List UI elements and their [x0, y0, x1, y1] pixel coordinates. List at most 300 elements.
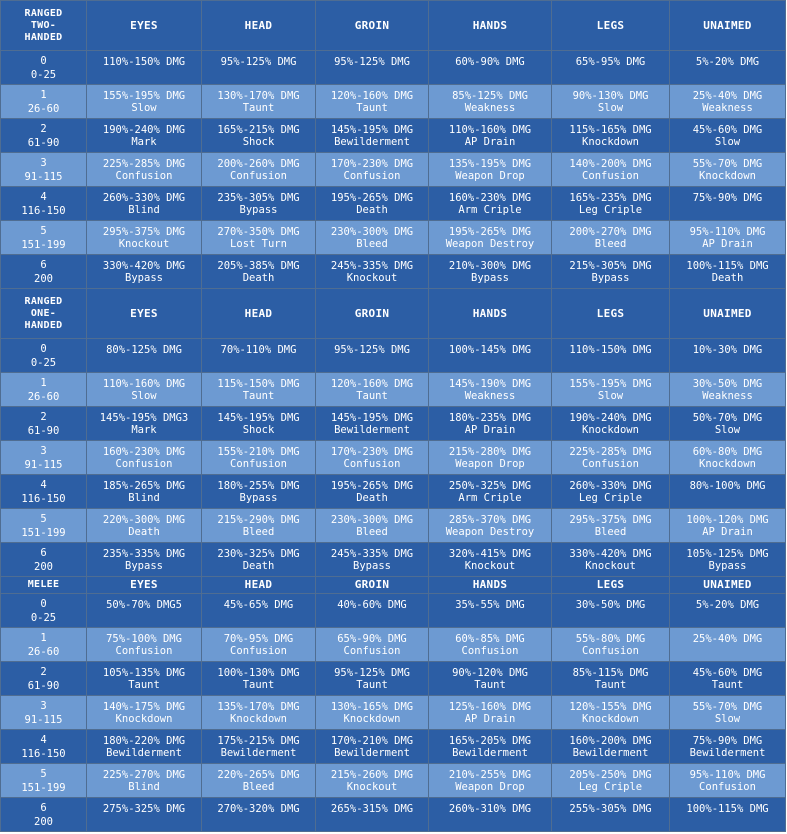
damage-cell — [87, 119, 202, 153]
status-effect: Leg Criple — [578, 491, 643, 504]
damage-range: 200%-260% DMG — [217, 157, 300, 170]
table-row — [1, 187, 786, 221]
column-header: GROIN — [316, 289, 429, 339]
damage-cell — [87, 187, 202, 221]
status-effect — [87, 611, 201, 623]
table-row — [1, 628, 786, 662]
status-effect: Arm Criple — [458, 203, 522, 216]
column-header: EYES — [87, 577, 202, 594]
status-effect: Leg Criple — [578, 780, 643, 793]
status-effect: Knockout — [464, 559, 516, 572]
status-effect — [316, 611, 428, 623]
damage-range: 255%-305% DMG — [569, 802, 652, 815]
level-number: 4 — [40, 478, 47, 491]
table-row — [1, 509, 786, 543]
damage-range: 90%-130% DMG — [572, 89, 649, 102]
damage-range: 145%-195% DMG — [330, 123, 414, 136]
status-effect: Weakness — [702, 389, 753, 402]
damage-range: 330%-420% DMG — [569, 547, 652, 560]
status-effect: Bypass — [591, 271, 630, 284]
column-header: UNAIMED — [670, 577, 786, 594]
status-effect: Knockout — [346, 780, 398, 793]
damage-cell — [202, 730, 316, 764]
table-row — [1, 730, 786, 764]
damage-range: 145%-195% DMG3 — [99, 411, 189, 424]
damage-range: 205%-385% DMG — [217, 259, 300, 272]
damage-range: 95%-125% DMG — [220, 55, 297, 68]
damage-range: 65%-95% DMG — [575, 55, 646, 68]
damage-range: 260%-310% DMG — [448, 802, 532, 815]
table-row — [1, 696, 786, 730]
damage-cell — [670, 509, 786, 543]
damage-cell — [552, 662, 670, 696]
level-cell — [1, 475, 87, 509]
status-effect: Bewilderment — [106, 746, 182, 759]
damage-cell — [429, 187, 552, 221]
damage-range: 95%-125% DMG — [334, 343, 410, 356]
status-effect: Knockdown — [699, 169, 756, 182]
damage-cell — [670, 187, 786, 221]
damage-cell — [552, 764, 670, 798]
damage-range: 155%-195% DMG — [569, 377, 652, 390]
status-effect: Confusion — [115, 457, 173, 470]
damage-table-body — [1, 1, 786, 832]
damage-cell — [87, 475, 202, 509]
damage-cell — [316, 153, 429, 187]
status-effect: Blind — [128, 203, 160, 216]
damage-range: 185%-265% DMG — [102, 479, 186, 492]
damage-range: 225%-270% DMG — [102, 768, 186, 781]
status-effect: Bypass — [353, 559, 391, 572]
status-effect: Bewilderment — [220, 746, 297, 759]
damage-range: 260%-330% DMG — [102, 191, 186, 204]
status-effect: Taunt — [356, 389, 388, 402]
damage-cell — [552, 509, 670, 543]
damage-cell — [429, 730, 552, 764]
column-header: EYES — [87, 1, 202, 51]
status-effect: Leg Criple — [578, 203, 643, 216]
damage-range: 80%-100% DMG — [689, 479, 766, 492]
status-effect: Death — [128, 525, 160, 538]
damage-range: 145%-195% DMG — [217, 411, 300, 424]
status-effect: Confusion — [343, 457, 401, 470]
damage-cell — [202, 85, 316, 119]
status-effect: Confusion — [582, 644, 639, 657]
damage-cell — [202, 475, 316, 509]
table-row — [1, 373, 786, 407]
damage-range: 55%-80% DMG — [575, 632, 646, 645]
status-effect: Bewilderment — [334, 423, 410, 436]
status-effect — [670, 204, 785, 216]
damage-cell — [429, 221, 552, 255]
table-row — [1, 407, 786, 441]
level-number: 5 — [40, 512, 47, 525]
damage-range: 120%-155% DMG — [569, 700, 652, 713]
level-range: 116-150 — [21, 747, 66, 760]
column-header: UNAIMED — [670, 1, 786, 51]
table-row — [1, 255, 786, 289]
level-range: 200 — [34, 815, 53, 828]
status-effect — [202, 356, 315, 368]
damage-cell — [202, 187, 316, 221]
status-effect: Death — [242, 559, 275, 572]
damage-cell — [670, 119, 786, 153]
status-effect: Bleed — [242, 780, 275, 793]
damage-cell — [202, 628, 316, 662]
damage-range: 155%-195% DMG — [102, 89, 186, 102]
damage-cell — [670, 594, 786, 628]
status-effect — [429, 356, 551, 368]
damage-range: 180%-220% DMG — [102, 734, 186, 747]
column-header: HEAD — [202, 1, 316, 51]
level-range: 61-90 — [27, 679, 60, 692]
damage-range: 195%-265% DMG — [448, 225, 532, 238]
status-effect: Slow — [714, 712, 741, 725]
damage-cell — [316, 51, 429, 85]
damage-range: 160%-200% DMG — [569, 734, 652, 747]
damage-cell — [670, 764, 786, 798]
section-header-row — [1, 289, 786, 339]
damage-cell — [670, 696, 786, 730]
level-cell — [1, 407, 87, 441]
damage-range: 110%-160% DMG — [448, 123, 532, 136]
status-effect: Bleed — [356, 525, 388, 538]
damage-cell — [87, 662, 202, 696]
damage-range: 245%-335% DMG — [330, 547, 414, 560]
damage-range: 195%-265% DMG — [330, 191, 414, 204]
damage-range: 45%-60% DMG — [692, 666, 763, 679]
status-effect: Slow — [131, 101, 157, 114]
status-effect: Bleed — [242, 525, 275, 538]
level-cell — [1, 119, 87, 153]
damage-cell — [316, 662, 429, 696]
damage-range: 95%-125% DMG — [334, 666, 410, 679]
damage-range: 285%-370% DMG — [448, 513, 532, 526]
damage-cell — [670, 730, 786, 764]
status-effect — [670, 611, 785, 623]
status-effect — [316, 68, 428, 80]
table-row — [1, 85, 786, 119]
status-effect: Slow — [131, 389, 157, 402]
damage-cell — [429, 407, 552, 441]
level-number: 3 — [40, 699, 47, 712]
level-cell — [1, 187, 87, 221]
section-title-line: TWO- — [30, 19, 57, 31]
status-effect — [202, 68, 315, 80]
damage-range: 330%-420% DMG — [102, 259, 186, 272]
damage-range: 85%-115% DMG — [572, 666, 649, 679]
column-header: LEGS — [552, 1, 670, 51]
damage-range: 210%-300% DMG — [448, 259, 532, 272]
damage-cell — [87, 543, 202, 577]
level-number: 1 — [40, 88, 47, 101]
damage-cell — [552, 221, 670, 255]
damage-cell — [670, 339, 786, 373]
table-row — [1, 662, 786, 696]
damage-range: 145%-190% DMG — [448, 377, 532, 390]
status-effect: Taunt — [711, 678, 744, 691]
level-range: 91-115 — [24, 170, 63, 183]
status-effect: Bypass — [125, 271, 163, 284]
section-title — [1, 577, 87, 594]
level-cell — [1, 441, 87, 475]
damage-range: 165%-205% DMG — [448, 734, 532, 747]
damage-cell — [316, 85, 429, 119]
damage-cell — [316, 764, 429, 798]
damage-cell — [552, 594, 670, 628]
damage-cell — [316, 509, 429, 543]
status-effect — [670, 815, 785, 827]
damage-cell — [316, 255, 429, 289]
damage-range: 95%-110% DMG — [689, 768, 766, 781]
damage-range: 120%-160% DMG — [330, 89, 414, 102]
level-number: 3 — [40, 444, 47, 457]
damage-cell — [202, 255, 316, 289]
damage-cell — [670, 798, 786, 832]
damage-cell — [87, 594, 202, 628]
damage-cell — [429, 628, 552, 662]
damage-cell — [552, 628, 670, 662]
damage-range: 245%-335% DMG — [330, 259, 414, 272]
damage-range: 200%-270% DMG — [569, 225, 652, 238]
status-effect: Weapon Drop — [455, 457, 525, 470]
damage-range: 105%-125% DMG — [686, 547, 769, 560]
damage-range: 95%-110% DMG — [689, 225, 766, 238]
damage-range: 160%-230% DMG — [102, 445, 186, 458]
damage-range: 190%-240% DMG — [102, 123, 186, 136]
status-effect: Knockdown — [582, 135, 639, 148]
status-effect: Death — [356, 203, 388, 216]
status-effect: AP Drain — [464, 423, 516, 436]
status-effect: Knockout — [346, 271, 398, 284]
status-effect: Confusion — [230, 169, 287, 182]
level-range: 116-150 — [21, 492, 66, 505]
damage-cell — [316, 119, 429, 153]
damage-cell — [552, 730, 670, 764]
level-cell — [1, 594, 87, 628]
damage-cell — [316, 798, 429, 832]
damage-range: 50%-70% DMG — [692, 411, 763, 424]
level-cell — [1, 153, 87, 187]
status-effect: Knockdown — [699, 457, 756, 470]
status-effect: Confusion — [230, 457, 287, 470]
damage-range: 75%-90% DMG — [692, 734, 763, 747]
damage-range: 30%-50% DMG — [575, 598, 646, 611]
damage-range: 180%-235% DMG — [448, 411, 532, 424]
damage-cell — [429, 85, 552, 119]
column-header: LEGS — [552, 577, 670, 594]
damage-range: 85%-125% DMG — [452, 89, 528, 102]
status-effect: Death — [711, 271, 744, 284]
damage-range: 295%-375% DMG — [102, 225, 186, 238]
status-effect: Bewilderment — [334, 135, 410, 148]
level-number: 0 — [40, 597, 47, 610]
damage-range: 220%-265% DMG — [217, 768, 300, 781]
level-range: 26-60 — [27, 645, 60, 658]
status-effect — [429, 68, 551, 80]
table-row — [1, 475, 786, 509]
damage-range: 225%-285% DMG — [569, 445, 652, 458]
status-effect: Knockdown — [582, 712, 639, 725]
damage-cell — [429, 153, 552, 187]
column-header: HEAD — [202, 289, 316, 339]
damage-range: 45%-65% DMG — [223, 598, 294, 611]
damage-range: 320%-415% DMG — [448, 547, 532, 560]
damage-range: 10%-30% DMG — [692, 343, 763, 356]
damage-cell — [202, 662, 316, 696]
damage-range: 205%-250% DMG — [569, 768, 652, 781]
damage-cell — [552, 339, 670, 373]
damage-range: 230%-300% DMG — [330, 513, 414, 526]
damage-cell — [202, 594, 316, 628]
damage-cell — [87, 51, 202, 85]
damage-cell — [670, 628, 786, 662]
status-effect: Mark — [131, 423, 157, 436]
section-title — [1, 289, 87, 339]
damage-range: 110%-160% DMG — [102, 377, 186, 390]
damage-cell — [87, 696, 202, 730]
level-number: 4 — [40, 190, 47, 203]
status-effect: Arm Criple — [458, 491, 522, 504]
damage-range: 5%-20% DMG — [695, 55, 760, 68]
column-header: GROIN — [316, 1, 429, 51]
status-effect: Confusion — [343, 644, 401, 657]
status-effect: Weapon Drop — [455, 780, 525, 793]
damage-cell — [87, 628, 202, 662]
level-number: 1 — [40, 376, 47, 389]
damage-range: 90%-120% DMG — [452, 666, 528, 679]
damage-cell — [670, 441, 786, 475]
damage-range: 35%-55% DMG — [455, 598, 525, 611]
damage-range: 100%-115% DMG — [686, 802, 769, 815]
status-effect — [316, 815, 428, 827]
damage-cell — [87, 85, 202, 119]
damage-cell — [670, 407, 786, 441]
damage-cell — [552, 441, 670, 475]
status-effect: Confusion — [115, 169, 173, 182]
level-range: 26-60 — [27, 102, 60, 115]
section-title — [1, 1, 87, 51]
level-number: 4 — [40, 733, 47, 746]
level-number: 0 — [40, 54, 47, 67]
damage-cell — [316, 339, 429, 373]
level-cell — [1, 730, 87, 764]
level-number: 5 — [40, 224, 47, 237]
damage-range: 60%-90% DMG — [455, 55, 525, 68]
status-effect: Confusion — [230, 644, 287, 657]
status-effect: AP Drain — [702, 237, 753, 250]
damage-cell — [429, 662, 552, 696]
table-row — [1, 441, 786, 475]
damage-range: 195%-265% DMG — [330, 479, 414, 492]
damage-cell — [670, 255, 786, 289]
level-number: 6 — [40, 546, 47, 559]
status-effect: AP Drain — [464, 135, 516, 148]
damage-range: 215%-260% DMG — [330, 768, 414, 781]
damage-cell — [552, 51, 670, 85]
damage-cell — [202, 153, 316, 187]
status-effect: Bypass — [125, 559, 163, 572]
damage-range: 170%-230% DMG — [330, 445, 414, 458]
damage-cell — [552, 85, 670, 119]
status-effect — [670, 492, 785, 504]
level-range: 0-25 — [30, 356, 57, 369]
damage-range: 100%-115% DMG — [686, 259, 769, 272]
status-effect: Taunt — [242, 101, 275, 114]
status-effect: Confusion — [343, 169, 401, 182]
status-effect: Weapon Destroy — [445, 525, 535, 538]
damage-cell — [202, 543, 316, 577]
damage-range: 45%-60% DMG — [692, 123, 763, 136]
status-effect — [202, 611, 315, 623]
damage-range: 130%-170% DMG — [217, 89, 300, 102]
status-effect: Confusion — [115, 644, 173, 657]
status-effect — [552, 611, 669, 623]
damage-range: 215%-305% DMG — [569, 259, 652, 272]
status-effect: Weapon Destroy — [445, 237, 535, 250]
damage-range: 100%-130% DMG — [217, 666, 300, 679]
status-effect: Weakness — [464, 101, 516, 114]
status-effect: Taunt — [128, 678, 160, 691]
damage-range: 260%-330% DMG — [569, 479, 652, 492]
damage-range: 125%-160% DMG — [448, 700, 532, 713]
status-effect: Bypass — [239, 491, 278, 504]
status-effect: Confusion — [582, 169, 639, 182]
section-header-row — [1, 1, 786, 51]
column-header: HEAD — [202, 577, 316, 594]
damage-cell — [87, 407, 202, 441]
damage-cell — [670, 475, 786, 509]
damage-range: 165%-235% DMG — [569, 191, 652, 204]
level-range: 151-199 — [21, 781, 66, 794]
level-cell — [1, 696, 87, 730]
damage-cell — [202, 119, 316, 153]
damage-cell — [202, 509, 316, 543]
damage-cell — [552, 153, 670, 187]
level-cell — [1, 339, 87, 373]
damage-cell — [552, 475, 670, 509]
table-row — [1, 119, 786, 153]
damage-cell — [316, 187, 429, 221]
damage-cell — [670, 543, 786, 577]
table-row — [1, 339, 786, 373]
damage-range: 225%-285% DMG — [102, 157, 186, 170]
damage-range: 180%-255% DMG — [217, 479, 300, 492]
status-effect: Knockout — [585, 559, 636, 572]
damage-cell — [670, 221, 786, 255]
damage-range: 100%-120% DMG — [686, 513, 769, 526]
damage-cell — [670, 373, 786, 407]
status-effect: Confusion — [699, 780, 756, 793]
damage-cell — [316, 628, 429, 662]
damage-cell — [316, 407, 429, 441]
level-range: 0-25 — [30, 68, 57, 81]
damage-cell — [429, 509, 552, 543]
status-effect — [670, 356, 785, 368]
damage-range: 30%-50% DMG — [692, 377, 763, 390]
level-cell — [1, 662, 87, 696]
damage-cell — [202, 441, 316, 475]
damage-range: 75%-100% DMG — [106, 632, 182, 645]
level-range: 91-115 — [24, 713, 63, 726]
level-range: 61-90 — [27, 136, 60, 149]
status-effect: Shock — [242, 135, 275, 148]
status-effect — [552, 356, 669, 368]
damage-cell — [552, 696, 670, 730]
damage-range: 160%-230% DMG — [448, 191, 532, 204]
damage-cell — [429, 441, 552, 475]
status-effect: Slow — [597, 389, 624, 402]
